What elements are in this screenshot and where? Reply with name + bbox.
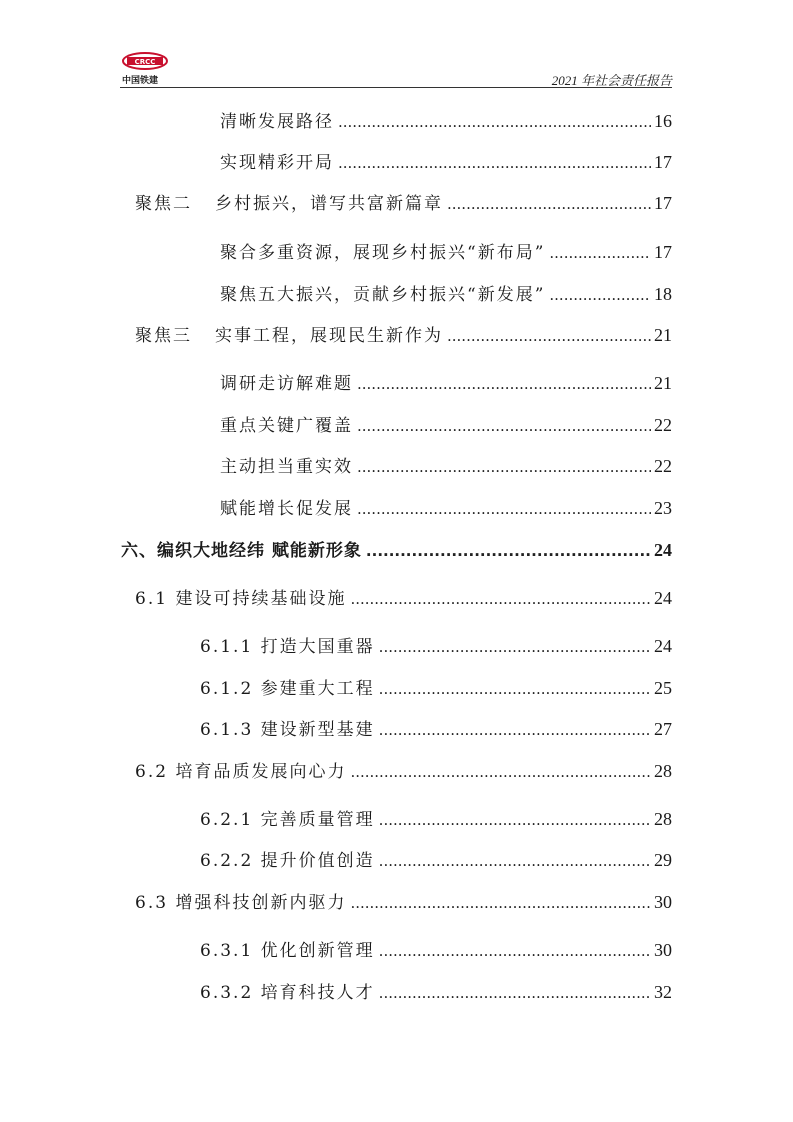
toc-chapter-entry[interactable] <box>121 536 672 561</box>
toc-entry[interactable] <box>135 888 672 913</box>
toc-entry-page: 24 <box>654 588 672 608</box>
toc-entry[interactable] <box>220 411 672 436</box>
toc-entry-label: 6.3.2 培育科技人才 <box>200 983 375 1003</box>
toc-leader-dots <box>357 458 651 476</box>
toc-entry[interactable] <box>220 107 672 132</box>
toc-entry-label: 主动担当重实效 <box>220 457 353 477</box>
toc-leader-dots <box>379 942 651 960</box>
toc-entry[interactable] <box>200 632 672 657</box>
toc-leader-dots <box>350 894 651 912</box>
toc-entry-label: 6.2 培育品质发展向心力 <box>135 762 347 782</box>
toc-leader-dots <box>379 721 651 739</box>
toc-entry-page: 28 <box>654 809 672 829</box>
toc-leader-dots <box>350 763 651 781</box>
toc-entry-label: 聚焦五大振兴，贡献乡村振兴“新发展” <box>220 285 546 305</box>
toc-entry[interactable] <box>200 936 672 961</box>
toc-leader-dots <box>379 811 651 829</box>
toc-entry-label: 六、编织大地经纬 赋能新形象 <box>121 541 362 561</box>
toc-entry-prefix: 聚焦二 <box>135 194 192 214</box>
toc-entry[interactable] <box>200 805 672 830</box>
toc-leader-dots <box>447 195 651 213</box>
toc-leader-dots <box>549 286 651 304</box>
toc-entry[interactable] <box>220 148 672 173</box>
toc-leader-dots <box>366 542 651 560</box>
toc-entry-label: 6.3.1 优化创新管理 <box>200 941 375 961</box>
toc-entry-label: 6.2.2 提升价值创造 <box>200 851 375 871</box>
toc-entry-page: 28 <box>654 761 672 781</box>
toc-leader-dots <box>350 590 651 608</box>
toc-leader-dots <box>379 852 651 870</box>
toc-entry[interactable] <box>135 757 672 782</box>
toc-entry-page: 21 <box>654 373 672 393</box>
toc-leader-dots <box>447 327 651 345</box>
toc-entry-page: 17 <box>654 152 672 172</box>
toc-entry-label: 6.3 增强科技创新内驱力 <box>135 893 347 913</box>
toc-entry-label: 6.1.2 参建重大工程 <box>200 679 375 699</box>
toc-entry[interactable] <box>135 189 672 214</box>
toc-entry-label: 调研走访解难题 <box>220 374 353 394</box>
toc-entry-page: 22 <box>654 415 672 435</box>
toc-entry-prefix: 聚焦三 <box>135 326 192 346</box>
svg-text:CRCC: CRCC <box>134 58 156 66</box>
toc-entry-page: 16 <box>654 111 672 131</box>
toc-entry-label: 6.1.3 建设新型基建 <box>200 720 375 740</box>
toc-entry[interactable] <box>135 584 672 609</box>
toc-entry-label: 实现精彩开局 <box>220 153 334 173</box>
toc-entry-page: 17 <box>654 193 672 213</box>
toc-leader-dots <box>357 500 651 518</box>
toc-entry[interactable] <box>135 321 672 346</box>
toc-entry-page: 30 <box>654 892 672 912</box>
toc-entry[interactable] <box>220 369 672 394</box>
toc-entry-label: 乡村振兴，谱写共富新篇章 <box>215 194 443 214</box>
toc-entry-label: 实事工程，展现民生新作为 <box>215 326 443 346</box>
toc-entry[interactable] <box>220 452 672 477</box>
toc-leader-dots <box>549 244 651 262</box>
toc-entry[interactable] <box>220 280 672 305</box>
toc-entry-label: 赋能增长促发展 <box>220 499 353 519</box>
toc-leader-dots <box>357 375 651 393</box>
toc-entry-page: 22 <box>654 456 672 476</box>
toc-entry-page: 30 <box>654 940 672 960</box>
toc-leader-dots <box>338 154 651 172</box>
toc-entry-page: 25 <box>654 678 672 698</box>
toc-entry-page: 17 <box>654 242 672 262</box>
toc-entry[interactable] <box>200 846 672 871</box>
toc-leader-dots <box>357 417 651 435</box>
toc-entry-page: 32 <box>654 982 672 1002</box>
toc-entry-page: 24 <box>654 540 672 560</box>
toc-entry-page: 18 <box>654 284 672 304</box>
toc-entry[interactable] <box>220 238 672 263</box>
toc-leader-dots <box>338 113 651 131</box>
toc-entry-label: 聚合多重资源，展现乡村振兴“新布局” <box>220 243 546 263</box>
toc-leader-dots <box>379 680 651 698</box>
header-divider <box>120 87 672 88</box>
toc-leader-dots <box>379 984 651 1002</box>
toc-entry[interactable] <box>220 494 672 519</box>
logo-text: 中国铁建 <box>122 76 159 86</box>
toc-entry-page: 29 <box>654 850 672 870</box>
toc-entry-label: 重点关键广覆盖 <box>220 416 353 436</box>
toc-leader-dots <box>379 638 651 656</box>
toc-entry-page: 21 <box>654 325 672 345</box>
toc-entry-label: 6.1.1 打造大国重器 <box>200 637 375 657</box>
toc-entry-page: 27 <box>654 719 672 739</box>
toc-entry-label: 6.2.1 完善质量管理 <box>200 810 375 830</box>
report-title: 2021 年社会责任报告 <box>551 73 672 88</box>
toc-entry[interactable] <box>200 674 672 699</box>
toc-entry-page: 23 <box>654 498 672 518</box>
toc-entry[interactable] <box>200 715 672 740</box>
toc-entry[interactable] <box>200 978 672 1003</box>
page-header <box>120 50 672 88</box>
toc-entry-label: 6.1 建设可持续基础设施 <box>135 589 347 609</box>
toc-entry-label: 清晰发展路径 <box>220 112 334 132</box>
toc-entry-page: 24 <box>654 636 672 656</box>
